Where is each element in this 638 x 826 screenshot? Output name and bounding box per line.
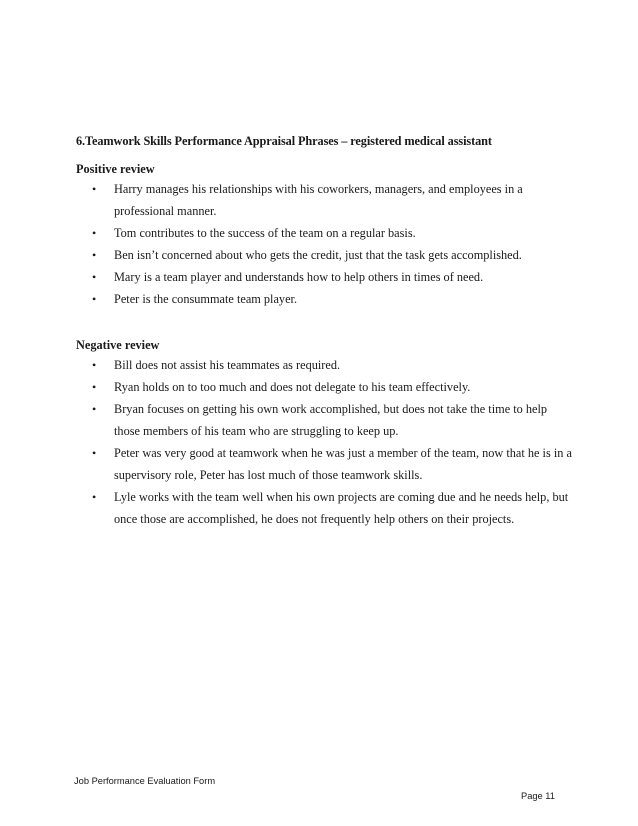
list-item [92,442,572,486]
list-item [92,266,572,288]
bullet-icon: • [92,182,97,196]
bullet-icon: • [92,248,97,262]
footer-form-name: Job Performance Evaluation Form [74,776,216,786]
list-item-text: Bryan focuses on getting his own work accomplished, but does not take the time to help those members of his team who are struggling to keep up. [114,402,548,438]
list-item-text: Ben isn’t concerned about who gets the credit, just that the task gets accomplished. [114,248,522,262]
negative-review-list [92,354,572,530]
bullet-icon: • [92,358,97,372]
list-item-text: Peter is the consummate team player. [114,292,298,306]
list-item [92,398,572,442]
positive-review-title: Positive review [76,162,155,176]
list-item [92,222,572,244]
list-item [92,178,572,222]
list-item [92,354,572,376]
negative-review-title: Negative review [76,338,160,352]
footer-page-number: Page 11 [521,791,555,801]
bullet-icon: • [92,226,97,240]
bullet-icon: • [92,270,97,284]
positive-review-list [92,178,572,310]
bullet-icon: • [92,292,97,306]
list-item-text: Harry manages his relationships with his coworkers, managers, and employees in a professional manner. [114,182,523,218]
bullet-icon: • [92,446,97,460]
list-item [92,376,572,398]
list-item-text: Bill does not assist his teammates as required. [114,358,341,372]
list-item-text: Mary is a team player and understands how to help others in times of need. [114,270,484,284]
list-item [92,288,572,310]
list-item-text: Lyle works with the team well when his own projects are coming due and he needs help, but once those are accomplished, he does not frequently help others on their projects. [114,490,569,526]
section-heading: 6.Teamwork Skills Performance Appraisal Phrases – registered medical assistant [76,134,492,148]
list-item-text: Peter was very good at teamwork when he was just a member of the team, now that he is in a supervisory role, Peter has lost much of those teamwork skills. [114,446,572,482]
bullet-icon: • [92,380,97,394]
list-item [92,244,572,266]
list-item [92,486,572,530]
list-item-text: Tom contributes to the success of the team on a regular basis. [114,226,416,240]
bullet-icon: • [92,490,97,504]
bullet-icon: • [92,402,97,416]
list-item-text: Ryan holds on to too much and does not delegate to his team effectively. [114,380,471,394]
